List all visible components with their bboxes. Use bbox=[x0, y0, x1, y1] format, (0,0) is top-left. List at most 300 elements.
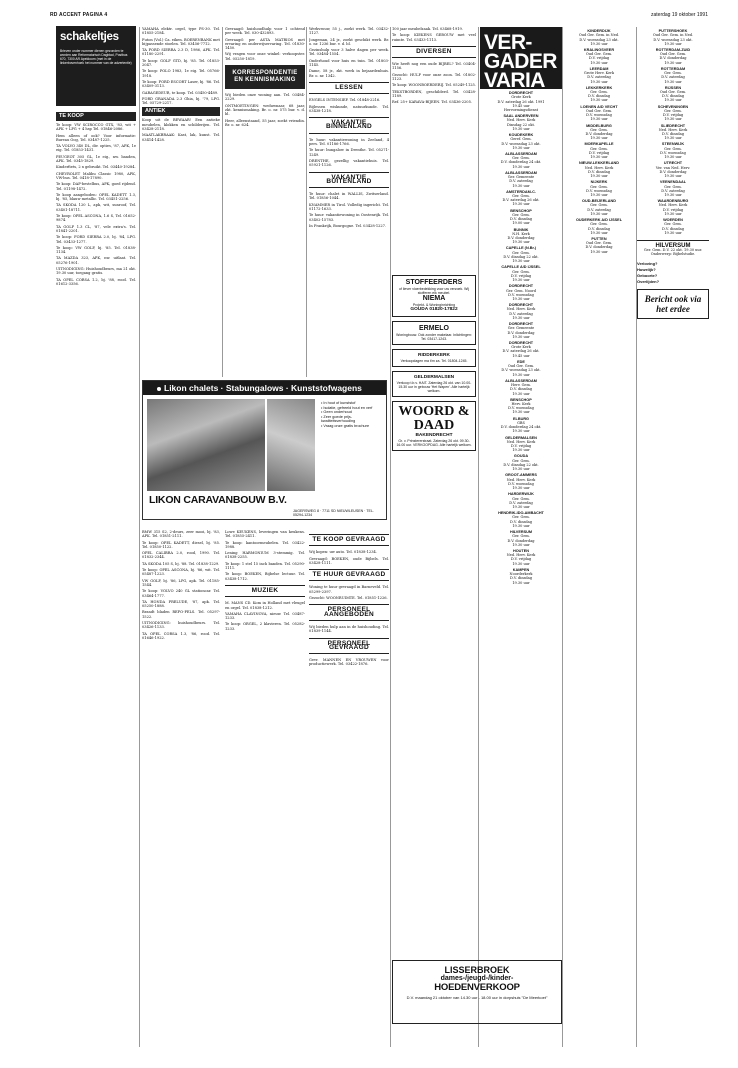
meeting-detail: D.V. dinsdag bbox=[510, 519, 532, 524]
meeting-detail: D.V. woensdag 23 okt. bbox=[501, 141, 541, 146]
meeting-place: WOERDEN bbox=[663, 218, 683, 223]
classified-ad: Gevraagd: BOEKEN, oude Bijbels. Tel. 03428-1111. bbox=[309, 556, 389, 565]
meeting-place: OUDERKERK A/D IJSSEL bbox=[575, 218, 623, 223]
meeting-detail: Ned. Herv. Kerk bbox=[506, 118, 536, 123]
classified-ad: FORD GRANADA 2.3 Ghia, bj. '79, LPG. Tel. 05729-2217. bbox=[142, 96, 220, 106]
section-vakantie-buitenland: VAKANTIE BUITENLAND bbox=[309, 172, 389, 189]
meeting-detail: D.V. vrijdag bbox=[588, 150, 610, 155]
column-vergader-varia bbox=[480, 27, 562, 1047]
meeting-detail: 19.30 uur bbox=[512, 467, 530, 472]
ad-ermelo-title: ERMELO bbox=[419, 324, 449, 332]
meeting-detail: D.V. dinsdag bbox=[510, 576, 532, 581]
ad-woord-en-daad bbox=[392, 401, 476, 451]
classified-ad: ONTMOETINGEN: weduwnaar, 68 jaar, zkt. kennismaking. Br. o. nr. 575 bur. v. d. bl. bbox=[225, 103, 305, 117]
meeting-detail: Ger. Gem. bbox=[512, 496, 530, 501]
meeting-place: AMSTERDAM-C. bbox=[506, 189, 536, 194]
meeting-detail: 19.30 uur bbox=[590, 79, 608, 84]
meeting-detail: 19.30 uur bbox=[512, 315, 530, 320]
meeting-place: HILVERSUM bbox=[509, 530, 533, 535]
meeting-place: MOERKAPELLE bbox=[584, 142, 614, 147]
meeting-place: HARDERWIJK bbox=[508, 492, 534, 497]
classified-ad: Brandt bladen REFO-PELS. Tel. 05297-1522. bbox=[142, 610, 220, 619]
logo-title: schakeltjes bbox=[60, 31, 119, 43]
ad-ermelo-text: Woningbouw. Ook zonder makelaar. Inlichtingen: Tel. 03417-1243. bbox=[396, 332, 472, 341]
meeting-place: ALBLASSERDAM bbox=[505, 378, 537, 383]
ad-likon-bullets bbox=[321, 401, 385, 429]
ad-likon-bullet: • In hout of kunststof bbox=[321, 401, 385, 406]
ad-niema-name: NIEMA bbox=[422, 294, 446, 302]
classified-ad: TA OPEL CORSA 1.2, bj. '88, rood. Tel. 01612-3356. bbox=[56, 277, 136, 286]
meeting-place: HENDRIK-IDO-AMBACHT bbox=[498, 511, 544, 516]
classified-ad: Lowe KEUKENS, leveringen van keukens. Tel. 01855-2411. bbox=[225, 530, 305, 539]
classified-ad: Te koop: ORGEL, 2 klavieren. Tel. 05282-1233. bbox=[225, 622, 305, 631]
meeting-detail: D.V. dinsdag bbox=[588, 94, 610, 99]
meeting-place: CAPELLE A/D IJSSEL bbox=[501, 265, 541, 270]
meeting-detail: Geref. Gem. bbox=[510, 137, 532, 142]
classified-ad: PEUGEOT 305 GL, 1e eig., nw. banden, APK. Tel. 0345-1829. bbox=[56, 154, 136, 164]
meeting-detail: D.V. woensdag bbox=[586, 113, 612, 118]
bullet-icon bbox=[157, 387, 161, 391]
meeting-detail: 19.30 uur bbox=[590, 98, 608, 103]
meeting-detail: 19.00 uur bbox=[512, 221, 530, 226]
classified-ad: In Frankrijk, Bourgogne. Tel. 03428-1227. bbox=[309, 223, 387, 228]
meeting-detail: D.V. zaterdag bbox=[661, 188, 685, 193]
meeting-place: DORDRECHT bbox=[508, 284, 534, 289]
ad-stoffeerders-title: STOFFEERDERS bbox=[405, 278, 463, 286]
meeting-place: LOENEN A/D VECHT bbox=[580, 104, 618, 109]
meeting-detail: D.V. dinsdag bbox=[662, 226, 684, 231]
classified-ad: Te koop: kantoormeubelen. Tel. 03422-1988. bbox=[225, 540, 305, 549]
meeting-detail: 19.30 uur bbox=[664, 211, 682, 216]
classified-ad: TA SKODA 120 L, apk, wit, sunroof, Tel. 03401-18711. bbox=[56, 203, 136, 212]
classified-ad: TEKSTBORDEN, geschilderd. Tel. 03428-1189. bbox=[392, 89, 476, 98]
schakeltjes-logo bbox=[56, 26, 136, 106]
meeting-detail: D.V. dinsdag bbox=[510, 387, 532, 392]
ad-geldermalsen-title: GELDERMALSEN bbox=[413, 374, 455, 380]
ad-geldermalsen bbox=[392, 371, 476, 397]
meeting-detail: Ger. Gem. bbox=[590, 146, 608, 151]
ad-likon-bar bbox=[143, 381, 386, 395]
column-2 bbox=[142, 27, 220, 377]
meeting-detail: D.V. dinsdag 22 okt. bbox=[503, 462, 539, 467]
meeting-place: GROOT-AMMERS bbox=[505, 473, 537, 478]
column-rule bbox=[478, 27, 479, 1047]
meeting-detail: Ger. Gem. bbox=[664, 108, 682, 113]
meeting-detail: 19.30 uur bbox=[664, 41, 682, 46]
classified-ad: TA FORD SIERRA 2.3 D, 1986, APK. Tel. 01180-2291. bbox=[142, 48, 220, 57]
meeting-detail: 19.30 uur bbox=[512, 183, 530, 188]
classified-ad: CHEVROLET Malibu Classic 1980, APK, VW-bus. Tel. 0418-17890. bbox=[56, 171, 136, 180]
hilversum-notice bbox=[637, 240, 709, 257]
meeting-detail: 19.30 uur bbox=[512, 391, 530, 396]
meeting-place: WAARDENBURG bbox=[657, 199, 689, 204]
ad-ridderkerk-title: RIDDERKERK bbox=[418, 353, 450, 359]
meeting-detail: D.V. woensdag bbox=[586, 188, 612, 193]
vergader-varia-title: VER-GADER VARIA bbox=[480, 27, 562, 89]
classified-ad: Te koop: POLO 1983, 1e eig. Tel. 05766-1918. bbox=[142, 69, 220, 78]
column-5 bbox=[392, 27, 476, 957]
classified-ad: Wie heeft nog een oude BIJBEL? Tel. 03404-1156. bbox=[392, 62, 476, 71]
bullet-geboorte: Geboorte? bbox=[637, 272, 658, 278]
classified-ad: UITNODIGING: Huishoudbeurs, ma 21 okt. 19.30 uur, toegang gratis. bbox=[56, 267, 136, 276]
chalet-photo bbox=[147, 399, 265, 491]
meeting-detail: D.V. dinsdag bbox=[588, 226, 610, 231]
meeting-detail: Ger. Gem. bbox=[512, 156, 530, 161]
meeting-place: GELDERMALSEN bbox=[505, 435, 537, 440]
meeting-detail: Herv. Kerk bbox=[511, 402, 531, 406]
meeting-detail: 19.30 uur bbox=[664, 79, 682, 84]
ad-lisserbroek-title: HOEDENVERKOOP bbox=[434, 982, 520, 993]
meeting-detail: Oud Ger. Gem. bbox=[507, 364, 535, 369]
ad-likon-name: LIKON CARAVANBOUW B.V. bbox=[149, 494, 287, 506]
meeting-detail: Herv. Gem. bbox=[511, 383, 531, 388]
classified-ad: M. MANS CD. Kom in Holland met vleugel en orgel. Tel. 01838-1212. bbox=[225, 601, 305, 610]
meeting-detail: D.V. zaterdag 26 okt. 1991 bbox=[497, 99, 545, 104]
classified-ad: Werkvrouw, 55 j., zoekt werk. Tel. 03432-1127. bbox=[309, 27, 389, 36]
meeting-detail: Noorderkerk bbox=[509, 572, 533, 577]
meeting-detail: D.V. dinsdag 22 okt. bbox=[503, 254, 539, 259]
section-lessen: LESSEN bbox=[309, 82, 389, 94]
meeting-detail: 19.30 uur bbox=[664, 98, 682, 103]
meeting-place: OUD-BEIJERLAND bbox=[582, 199, 616, 204]
meeting-detail: D.V. woensdag 23 okt. bbox=[579, 37, 619, 42]
classified-ad: Te koop: VW GOLF, bj. '85. Tel. 01838-1134. bbox=[56, 245, 136, 255]
meeting-detail: 19.30 uur bbox=[664, 117, 682, 122]
ad-stoffeerders bbox=[392, 275, 476, 317]
meeting-place: SAAL ANDERVEEN bbox=[503, 114, 539, 119]
meeting-place: SLIEDRECHT bbox=[660, 123, 686, 128]
classified-ad: Te koop: VOLVO 240 GL stationcar. Tel. 03464-1777. bbox=[142, 589, 220, 598]
classified-ad: GARAGEDEUR, te koop. Tel. 03450-4489. bbox=[142, 90, 219, 95]
classified-ad: BMW 315 S2, 2-deurs, zeer mooi, bj. '83, APK. Tel. 01851-2111. bbox=[142, 530, 220, 539]
meeting-detail: Hervormingsdienst bbox=[503, 107, 539, 112]
classified-ad: Ref. 25+ KARAVA-BIJEEN. Tel. 03436-2205. bbox=[392, 100, 473, 105]
section-te-koop-gevraagd: TE KOOP GEVRAAGD bbox=[309, 534, 389, 546]
section-vakantie-binnenland: VAKANTIE BINNENLAND bbox=[309, 117, 389, 134]
meeting-detail: Ned. Herv. Kerk bbox=[506, 307, 536, 312]
meeting-detail: 19.30 uur bbox=[512, 202, 530, 207]
classified-ad: OPEL CALIBRA 2.0, rood, 1990. Tel. 01832-2344. bbox=[142, 551, 220, 560]
section-diversen: DIVERSEN bbox=[392, 46, 476, 58]
section-muziek: MUZIEK bbox=[225, 585, 305, 597]
meeting-detail: 19.30 uur bbox=[664, 136, 682, 141]
column-rule bbox=[222, 27, 223, 377]
ad-likon-bullet: • Geen onderhoud bbox=[321, 410, 385, 415]
page-section-label: RD ACCENT PAGINA 4 bbox=[50, 12, 108, 18]
meeting-detail: D.V. donderdag bbox=[659, 169, 687, 174]
classified-ad: Te huur: bungalow in Drenthe. Tel. 05271-1249. bbox=[309, 148, 389, 157]
meeting-detail: 19.30 uur bbox=[512, 278, 530, 283]
meeting-detail: D.V. zaterdag bbox=[509, 311, 533, 316]
classified-ad: Te huur: chalet in WALLIS, Zwitserland. Tel. 01856-1044. bbox=[309, 192, 389, 201]
classified-ad: 100 jaar meubelzaak. Tel. 03468-1919. bbox=[392, 27, 463, 31]
ad-geldermalsen-text: Verkoop t.b.v. HAIT. Zaterdag 26 okt. van 10.00-15.30 uur in gebouw 'Het Wapen'. Alle harteljk welkom. bbox=[396, 380, 472, 393]
meeting-detail: Grote Kerk bbox=[511, 95, 531, 100]
classified-ad: Koop uit de BEWAAR! Een antieke meubelen, klokken en schilderijen. Tel. 03428-2118. bbox=[142, 118, 220, 132]
meeting-detail: D.V. zaterdag bbox=[587, 207, 611, 212]
classified-ad: TA SKODA 105 S, bj. '88. Tel. 01838-1229. bbox=[142, 561, 220, 566]
meeting-place: KOUDEKERK bbox=[508, 133, 534, 138]
meeting-detail: 19.30 uur bbox=[512, 504, 530, 509]
meeting-detail: D.V. woensdag 23 okt. bbox=[653, 37, 693, 42]
meeting-place: PUTTEN bbox=[591, 236, 607, 241]
meeting-entries bbox=[637, 29, 709, 235]
meeting-detail: Ned. Herv. Kerk bbox=[584, 165, 614, 170]
meeting-detail: D.V. zaterdag 26 okt. bbox=[502, 198, 540, 203]
meeting-detail: Ger. Gem. bbox=[590, 222, 608, 227]
classified-ad: Te koop: BOEKEN, Bijbelse lectuur. Tel. 03438-1712. bbox=[225, 572, 305, 581]
meeting-detail: D.V. woensdag bbox=[660, 150, 686, 155]
meeting-detail: Ned. Herv. Kerk bbox=[658, 203, 688, 208]
meeting-detail: D.V. dinsdag bbox=[510, 217, 532, 222]
classified-ad: Te koop: KIEKENS GEBOUW met veel ruimte. Tel. 03433-1113. bbox=[392, 33, 476, 42]
meeting-detail: 19.30 uur bbox=[512, 334, 530, 339]
meeting-detail: Ger. Gem. bbox=[512, 458, 530, 463]
meeting-detail: Oud Ger. Gem. bbox=[585, 108, 613, 113]
meeting-detail: Ger. Gem. bbox=[512, 212, 530, 217]
ad-likon-address: JAGERSWEG 8 · 7711 SD NIEUWLEUSEN · TEL. 05294-1234 bbox=[293, 509, 374, 518]
meeting-place: DORDRECHT bbox=[508, 303, 534, 308]
logo-subtitle: Brieven onder nummer dienen gezonden te worden aan Reformatorisch Dagblad, Postbus 670, 7300 AR Apeldoorn (met in de linkerbovenhoek het nummer van de advertentie) bbox=[60, 49, 132, 65]
meeting-place: RIJSSEN bbox=[664, 85, 682, 90]
classified-ad: TA GOLF 1.3 CL, '87, vele extra's. Tel. 01841-2201. bbox=[56, 224, 136, 233]
ad-niema-detail: Projekt- & Woninginrichting bbox=[412, 302, 456, 307]
classified-ad: Hem alleen of ook? Voor informatie: Bureau Oog, Tel. 03487-1225. bbox=[56, 133, 136, 142]
classified-ad: YAMAHA elektr. orgel, type PS-30. Tel. 01855-2184. bbox=[142, 27, 220, 36]
meeting-detail: D.V. zaterdag bbox=[509, 500, 533, 505]
meeting-detail: 19.30 uur bbox=[664, 155, 682, 160]
meeting-detail: 19.30 uur bbox=[590, 117, 608, 122]
meeting-detail: 19.30 uur bbox=[512, 523, 530, 528]
column-rule bbox=[390, 27, 391, 1047]
meeting-place: STEENWIJK bbox=[661, 142, 685, 147]
meeting-detail: 19.30 uur bbox=[512, 296, 530, 301]
meeting-detail: 19.30 uur bbox=[664, 174, 682, 179]
classified-ad: Te koop: FORD SIERRA 2.0, bj. '84, LPG. Tel. 03433-1277. bbox=[56, 235, 136, 244]
meeting-detail: 19.30 uur bbox=[512, 448, 530, 453]
meeting-detail: Ger. Gem. bbox=[512, 194, 530, 199]
meeting-detail: D.V. donderdag 24 okt. bbox=[500, 425, 542, 430]
meeting-detail: D.V. vrijdag bbox=[510, 273, 532, 278]
meeting-detail: Ned. Herv. Kerk bbox=[506, 439, 536, 444]
meeting-detail: 19.30 uur bbox=[512, 486, 530, 491]
meeting-detail: D.V. dinsdag bbox=[588, 169, 610, 174]
ad-likon-bullet: • Vraag onze gratis brochure bbox=[321, 424, 385, 429]
meeting-detail: Ger. Gem. bbox=[512, 250, 530, 255]
ad-woord-text: Gr. v. Prinstererstraat. Zaterdag 26 okt. 09.30-16.00 uur. VERKOOPDAG. Alle harteljk welkom. bbox=[396, 438, 472, 447]
classified-ad: Te koop: OPEL KADETT, diesel, bj. '85. Tel. 01850-1122. bbox=[142, 540, 220, 549]
page-header bbox=[50, 12, 708, 22]
meeting-place: VEENENDAAL bbox=[659, 180, 687, 185]
classified-ad: Dame, 58 jr., zkt. werk in bejaardenhuis. Br. o. nr. 1342. bbox=[309, 69, 389, 78]
hilversum-text: Ger. Gem. D.V. 22 okt. 19.30 uur. Onderwerp: Bijbelstudie. bbox=[643, 248, 703, 257]
meeting-detail: 19.30 uur bbox=[590, 60, 608, 65]
column-1 bbox=[56, 110, 136, 1050]
section-korrespondentie: KORRESPONDENTIE EN KENNISMAKING bbox=[225, 65, 305, 89]
meeting-detail: 19.30 uur bbox=[512, 429, 530, 434]
classified-ad: MAATLAKBRAAK: Kast, lak, kunst. Tel. 03414-1428. bbox=[142, 133, 220, 142]
ad-likon-bullet: • Isolatie, gefreeld hout en verf bbox=[321, 406, 385, 411]
meeting-place: ROTTERDAM bbox=[660, 66, 686, 71]
ad-lisserbroek-detail: D.V. maandag 21 oktober van 14.30 uur - 18.00 uur in dorpshuis "De Meerkoet" bbox=[406, 995, 548, 1000]
meeting-detail: Ger. Gemeente bbox=[507, 326, 535, 331]
meeting-detail: 19.30 uur bbox=[512, 372, 530, 377]
classified-ad: Te koop: FORD ESCORT Laser, bj. '86. Tel. 03409-3113. bbox=[142, 79, 220, 89]
classified-ad: Gezocht: HULP voor onze zoon. Tel. 01802-1123. bbox=[392, 72, 476, 82]
meeting-place: NIJKERK bbox=[590, 180, 608, 185]
ad-ridderkerk-text: Verkoopdagen ma t/m za. Tel. 01804-1245. bbox=[400, 358, 468, 363]
classified-ad: Te koop: GOLF GTD, bj. '85. Tel. 01853-2047. bbox=[142, 58, 220, 68]
meeting-detail: D.V. donderdag bbox=[507, 538, 535, 543]
ad-woord-title: WOORD & DAAD bbox=[398, 404, 470, 434]
meeting-detail: Ver. van Ned. Herv. bbox=[655, 165, 691, 170]
column-7 bbox=[563, 27, 635, 1047]
meeting-detail: 19.30 uur bbox=[512, 561, 530, 566]
meeting-detail: Ger. Gem. bbox=[590, 184, 608, 189]
meeting-detail: Grote Kerk bbox=[511, 345, 531, 350]
meeting-detail: D.V. vrijdag bbox=[662, 207, 684, 212]
classified-ad: Te koop: WOONBOERDERIJ. Tel. 05249-1125. bbox=[392, 83, 476, 88]
meeting-detail: 19.30 uur bbox=[590, 192, 608, 197]
meeting-detail: Ger. Gem. Noord bbox=[506, 288, 536, 293]
classified-ad: Te koop: OPEL ASCONA, 1.6 S, Tel. 01652-9874. bbox=[56, 214, 136, 223]
classified-ad: Wij kopen: uw auto. Tel. 01838-1234. bbox=[309, 550, 377, 555]
meeting-place: ELBURG bbox=[512, 416, 530, 421]
meeting-detail: D.V. donderdag bbox=[507, 236, 535, 241]
meeting-detail: N.H. Kerk bbox=[512, 231, 530, 236]
meeting-detail: 19.30 uur bbox=[512, 542, 530, 547]
meeting-detail: Oud Ger. Gem. in Ned. bbox=[652, 33, 694, 38]
ad-stoffeerders-sub: of liever vloerbedekking voor uw verzoek. Wij stofferen elk meubel. bbox=[398, 286, 470, 295]
classified-ad: TA VOLVO 340 DL, div. opties, '87, APK, 1e eig. Tel. 01853-1431. bbox=[56, 144, 136, 153]
meeting-place: GOUDA bbox=[513, 454, 529, 459]
meeting-detail: Ger. Gem. bbox=[664, 184, 682, 189]
meeting-detail: Ger. Gem. bbox=[664, 71, 682, 76]
meeting-detail: 19.30 uur bbox=[664, 230, 682, 235]
meeting-place: BUNNIK bbox=[513, 227, 529, 232]
meeting-detail: D.V. woensdag bbox=[508, 292, 534, 297]
meeting-detail: D.V. donderdag bbox=[585, 132, 613, 137]
classified-ad: Gezocht: WOONRUIMTE. Tel. 01851-1226. bbox=[309, 596, 388, 601]
classified-ad: UITNODIGING: huishoudbeurs. Tel. 03426-1133. bbox=[142, 621, 220, 630]
meeting-detail: 19.30 uur bbox=[590, 41, 608, 46]
column-4-lower bbox=[309, 530, 389, 1050]
meeting-detail: Oud Ger. Gem. bbox=[659, 90, 687, 95]
classified-ad: TA OPEL CORSA 1.3, '86, rood. Tel. 01646-1922. bbox=[142, 631, 220, 640]
meeting-place: ALBLASSERDAM bbox=[505, 151, 537, 156]
meeting-detail: D.V. donderdag bbox=[659, 56, 687, 61]
meeting-detail: D.V. dinsdag bbox=[662, 132, 684, 137]
meeting-place: LEERDAM bbox=[589, 66, 609, 71]
meeting-detail: 19.45 uur bbox=[512, 353, 530, 358]
meeting-detail: 19.30 uur bbox=[512, 126, 530, 131]
classified-ad: DRENTHE, gezellig vakantiehuis. Tel. 05921-1126. bbox=[309, 158, 389, 168]
meeting-detail: 19.30 uur bbox=[512, 164, 530, 169]
ad-niema-tel: GOUDA 01820-17822 bbox=[410, 307, 458, 313]
meeting-detail: 19.30 uur bbox=[590, 230, 608, 235]
bericht-slogan: Bericht ook via het erdee bbox=[637, 289, 709, 319]
classified-ad: Te koop: DAF-bestelbus, APK, goed rijdend. Tel. 01198-1472. bbox=[56, 182, 136, 191]
meeting-detail: Oud Ger. Gem. bbox=[585, 241, 613, 246]
meeting-detail: D.V. vrijdag bbox=[588, 56, 610, 61]
meeting-detail: 19.30 uur bbox=[512, 259, 530, 264]
classified-ad: TA MAZDA 323, APK, nw. uitlaat. Tel. 05276-1901. bbox=[56, 256, 136, 265]
column-8 bbox=[637, 27, 709, 1047]
classified-ad: TA HONDA PRELUDE, '87, apk. Tel. 05250-1888. bbox=[142, 599, 220, 609]
classified-ad: Wij vragen voor onze winkel: verkoopster. Tel. 05250-1819. bbox=[225, 52, 305, 61]
ad-lisserbroek-sub: dames-/jeugd-/kinder- bbox=[440, 975, 514, 982]
meeting-place: KRALINGSVEER bbox=[583, 47, 615, 52]
bullet-overlijden: Overlijden? bbox=[637, 278, 660, 284]
meeting-detail: 19.30 uur bbox=[590, 136, 608, 141]
meeting-detail: 19.30 uur bbox=[590, 211, 608, 216]
meeting-detail: GBS bbox=[517, 420, 525, 425]
column-rule bbox=[139, 27, 140, 1047]
meeting-entries bbox=[563, 29, 635, 254]
classified-ad: Te koop: OPEL ASCONA, bj. '86, wit. Tel. 05487-1223. bbox=[142, 568, 220, 577]
classified-ad: Gevraagd: huishoudhulp voor 1 ochtend per week. Tel. 030-432893. bbox=[225, 27, 305, 36]
classified-ad: Te koop aangeboden: OPEL KADETT 1.3, bj. '85, blauw metallic. Tel. 03451-2256. bbox=[56, 192, 136, 202]
meeting-entries bbox=[480, 341, 562, 585]
bullet-huwelijk: Huwelijk? bbox=[637, 266, 656, 272]
meeting-detail: 19.30 uur bbox=[664, 60, 682, 65]
section-te-koop: TE KOOP bbox=[56, 112, 136, 121]
ad-likon bbox=[142, 380, 387, 520]
meeting-detail: D.V. woensdag bbox=[508, 481, 534, 486]
section-te-huur-gevraagd: TE HUUR GEVRAAGD bbox=[309, 569, 389, 581]
meeting-detail: Ger. Gem. bbox=[512, 269, 530, 274]
classified-ad: Heer, alleenstaand, 55 jaar, zoekt vriendin. Br. o. nr. 624. bbox=[225, 118, 305, 127]
meeting-detail: Ger. Gem. bbox=[512, 515, 530, 520]
classified-ad: Kinderfiets, 2 x gebruikt. Tel. 03440-19284. bbox=[56, 165, 136, 170]
meeting-place: BENSCHOP bbox=[510, 208, 532, 213]
meeting-detail: D.V. woensdag 23 okt. bbox=[501, 368, 541, 373]
meeting-place: KINDERDIJK bbox=[587, 29, 611, 33]
ad-ermelo bbox=[392, 321, 476, 345]
section-personeel-gevraagd: PERSONEEL GEVRAAGD bbox=[309, 638, 389, 655]
meeting-detail: Ger. Gem. bbox=[590, 127, 608, 132]
ad-lisserbroek-town: LISSERBROEK bbox=[444, 965, 510, 975]
classified-ad: Te huur: vakantiewoning in Oostenrijk. Tel. 03402-15783. bbox=[309, 213, 389, 222]
meeting-detail: 19.30 uur bbox=[590, 249, 608, 254]
classified-ad: ENGELS INTENSIEF. Tel. 01848-2216. bbox=[309, 98, 381, 103]
meeting-place: NIEUW-LEKKERLAND bbox=[579, 161, 619, 166]
meeting-detail: 19.30 uur bbox=[590, 155, 608, 160]
column-rule bbox=[306, 27, 307, 377]
ad-likon-bullet: • Zeer goede prijs-kwaliteitsverhouding bbox=[321, 415, 385, 424]
meeting-detail: Ger. Gem. bbox=[512, 534, 530, 539]
section-personeel-aangeboden: PERSONEEL AANGEBODEN bbox=[309, 604, 389, 621]
meeting-detail: 19.30 uur bbox=[590, 174, 608, 179]
meeting-detail: Ger. Gem. bbox=[664, 222, 682, 227]
meeting-place: DORDRECHT bbox=[508, 91, 534, 95]
classified-ad: Gezinshulp voor 3 halve dagen per week. Tel. 03484-1554. bbox=[309, 48, 389, 57]
meeting-detail: Ger. Gem. bbox=[664, 146, 682, 151]
classified-ad: Lening HARMONIUM 3-stemmig. Tel. 01838-2255. bbox=[225, 551, 305, 560]
meeting-detail: Oud Ger. Gem. in Ned. bbox=[578, 33, 620, 38]
meeting-detail: D.V. vrijdag bbox=[662, 113, 684, 118]
meeting-detail: Ned. Herv. Kerk bbox=[658, 127, 688, 132]
ad-lisserbroek bbox=[392, 960, 562, 1024]
classified-ad: VW GOLF, bj. '86, LPG, apk. Tel. 01185-1544. bbox=[142, 578, 220, 587]
meeting-detail: Ger. Gem. bbox=[590, 90, 608, 95]
meeting-place: CAPELLE (N.Br.) bbox=[505, 246, 537, 251]
meeting-detail: Ger. Gem. bbox=[590, 203, 608, 208]
classified-ad: Jongeman, 24 jr., zoekt geschikt werk. Br. o. nr. 1236 bur. v. d. bl. bbox=[309, 37, 389, 46]
meeting-detail: 19.45 uur bbox=[512, 103, 530, 108]
meeting-place: UTRECHT bbox=[663, 161, 683, 166]
meeting-detail: D.V. donderdag bbox=[585, 245, 613, 250]
